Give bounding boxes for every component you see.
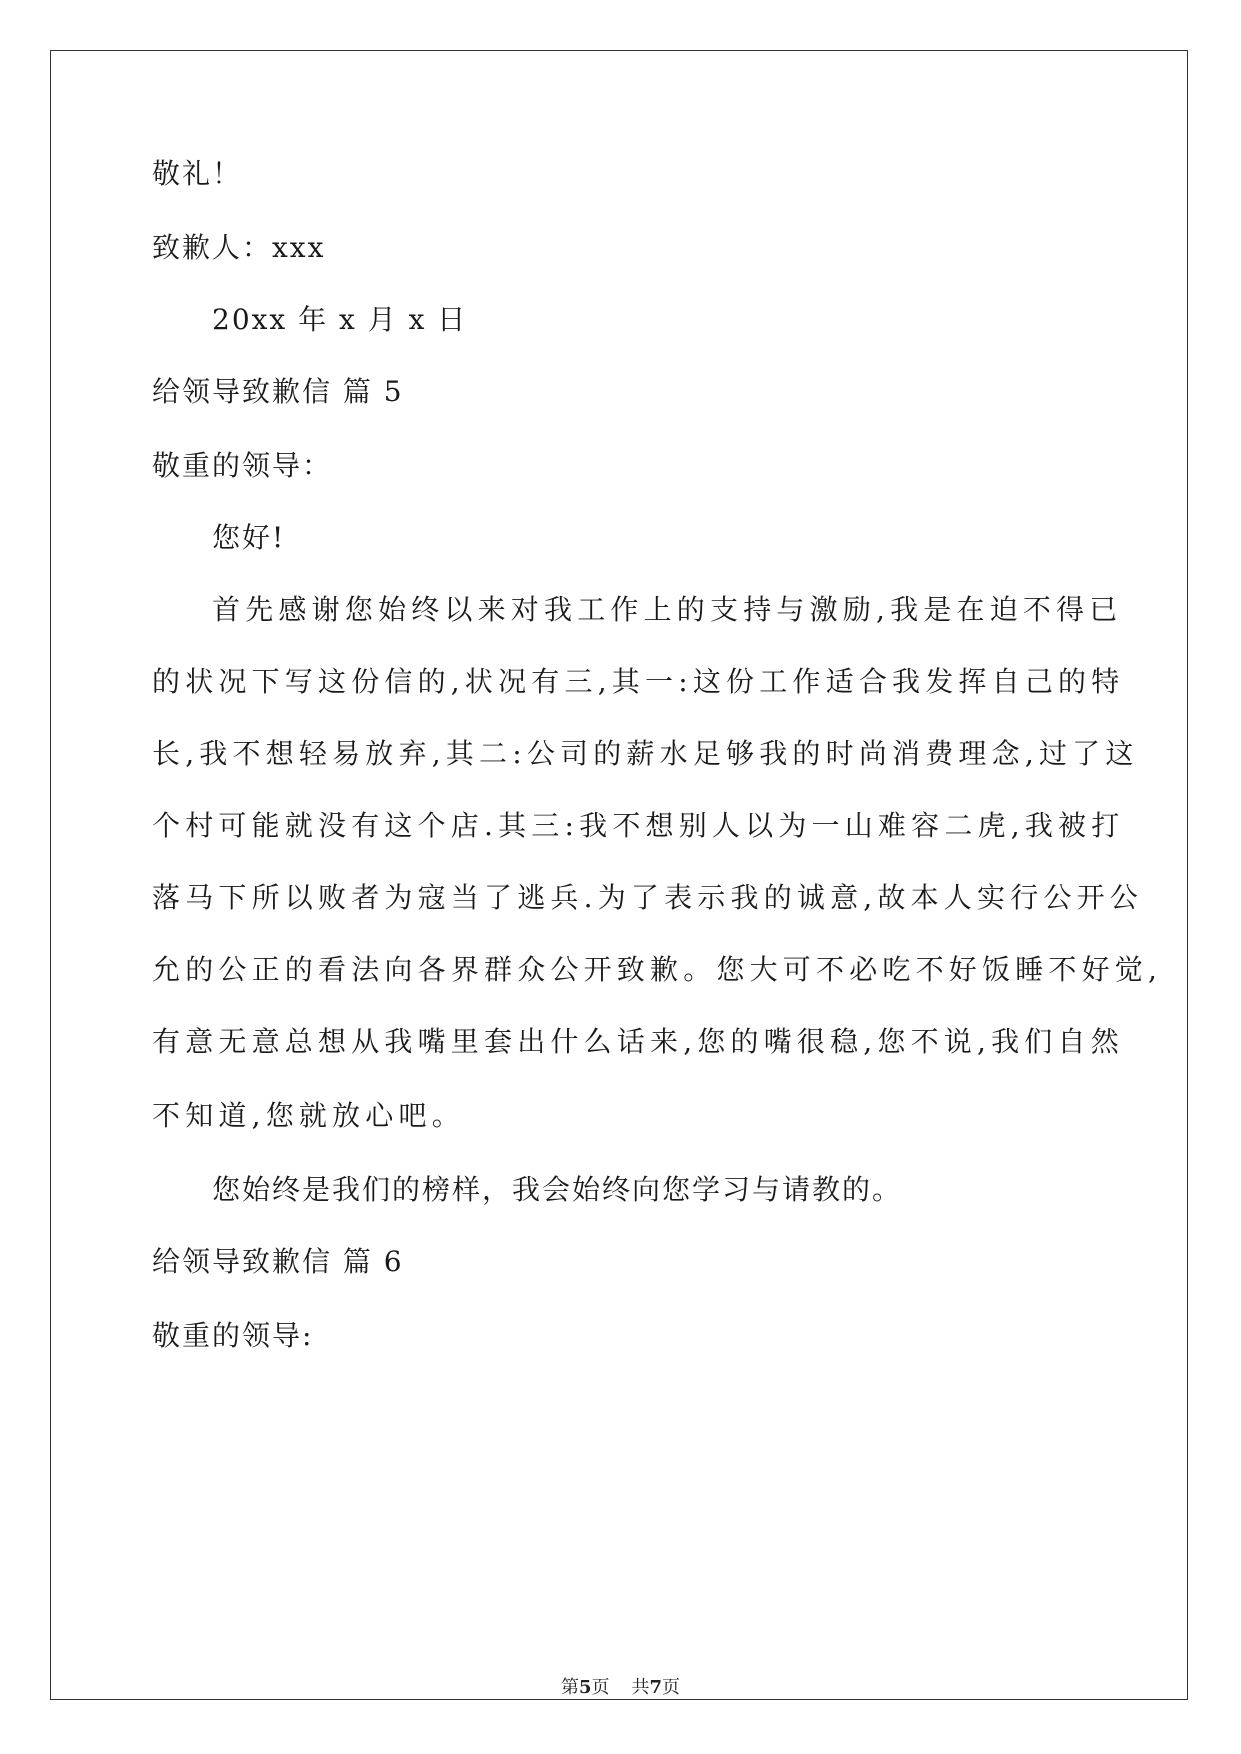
paragraph-line: 允的公正的看法向各界群众公开致歉。您大可不必吃不好饭睡不好觉, <box>152 953 1163 986</box>
current-page-number: 5 <box>578 1677 592 1698</box>
closing-salutation: 敬礼！ <box>152 157 243 190</box>
section-heading-6: 给领导致歉信 篇 6 <box>152 1245 404 1278</box>
paragraph-line: 不知道,您就放心吧。 <box>152 1099 465 1132</box>
footer-total-prefix: 共 <box>631 1677 650 1698</box>
paragraph-closing: 您始终是我们的榜样，我会始终向您学习与请教的。 <box>212 1173 903 1206</box>
greeting: 您好! <box>212 521 286 554</box>
paragraph-line: 首先感谢您始终以来对我工作上的支持与激励,我是在迫不得已 <box>212 593 1123 626</box>
paragraph-line: 长,我不想轻易放弃,其二:公司的薪水足够我的时尚消费理念,过了这 <box>152 737 1139 770</box>
footer-prefix: 第 <box>560 1677 579 1698</box>
page-border <box>50 50 1188 1700</box>
letter-salutation: 敬重的领导： <box>152 449 333 482</box>
signature-line: 致歉人：xxx <box>152 231 326 264</box>
page-footer <box>0 1676 1241 1700</box>
paragraph-line: 个村可能就没有这个店.其三:我不想别人以为一山难容二虎,我被打 <box>152 809 1125 842</box>
paragraph-line: 的状况下写这份信的,状况有三,其一:这份工作适合我发挥自己的特 <box>152 665 1125 698</box>
footer-total-suffix: 页 <box>662 1677 681 1698</box>
paragraph-line: 有意无意总想从我嘴里套出什么话来,您的嘴很稳,您不说,我们自然 <box>152 1025 1124 1058</box>
footer-page-suffix: 页 <box>591 1677 610 1698</box>
paragraph-line: 落马下所以败者为寇当了逃兵.为了表示我的诚意,故本人实行公开公 <box>152 881 1144 914</box>
date-line: 20xx 年 x 月 x 日 <box>212 303 468 336</box>
total-page-number: 7 <box>649 1677 663 1698</box>
letter-salutation-6: 敬重的领导: <box>152 1319 314 1352</box>
section-heading-5: 给领导致歉信 篇 5 <box>152 375 404 408</box>
